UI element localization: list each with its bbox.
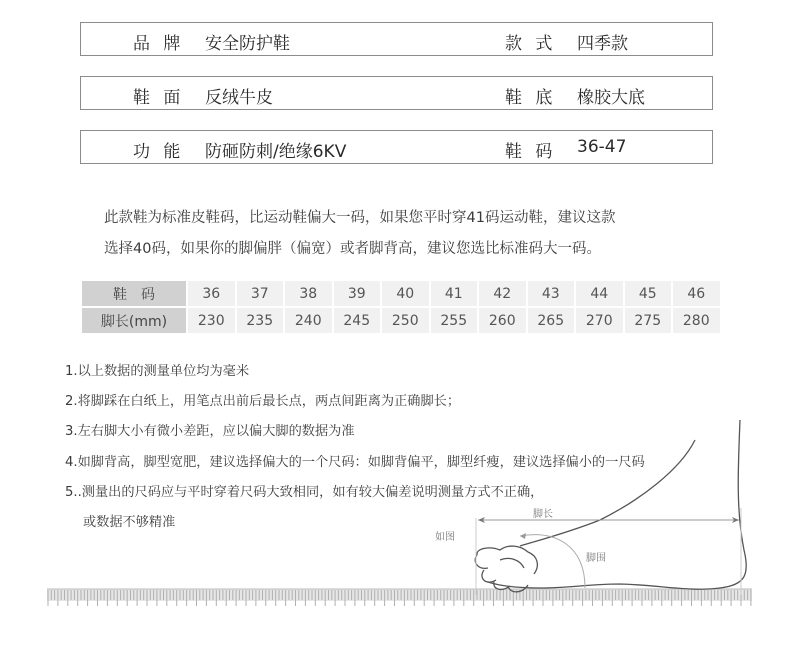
label-foot-length: 脚长 bbox=[533, 509, 553, 520]
length-cell: 270 bbox=[576, 308, 623, 333]
ruler bbox=[47, 589, 752, 606]
spec-value-sole: 橡胶大底 bbox=[577, 88, 645, 108]
size-cell: 38 bbox=[285, 281, 332, 306]
size-cell: 43 bbox=[528, 281, 575, 306]
size-note-line2: 选择40码，如果你的脚偏胖（偏宽）或者脚背高，建议您选比标准码大一码。 bbox=[104, 241, 601, 257]
spec-label-size: 鞋 码 bbox=[505, 142, 553, 162]
size-cell: 41 bbox=[431, 281, 478, 306]
length-cell: 250 bbox=[382, 308, 429, 333]
spec-value-style: 四季款 bbox=[577, 34, 628, 54]
tip-5: 5..测量出的尺码应与平时穿着尺码大致相同，如有较大偏差说明测量方式不正确， bbox=[65, 485, 544, 500]
size-cell: 37 bbox=[237, 281, 284, 306]
length-row-header: 脚长(mm) bbox=[82, 308, 186, 333]
length-cell: 265 bbox=[528, 308, 575, 333]
size-cell: 39 bbox=[334, 281, 381, 306]
tip-5-cont: 或数据不够精准 bbox=[83, 515, 176, 530]
tip-1: 1.以上数据的测量单位均为毫米 bbox=[65, 364, 250, 379]
size-cell: 36 bbox=[188, 281, 235, 306]
foot-outline-icon bbox=[475, 420, 746, 592]
size-cell: 46 bbox=[673, 281, 720, 306]
size-cell: 45 bbox=[625, 281, 672, 306]
spec-value-size: 36-47 bbox=[577, 137, 627, 157]
length-cell: 235 bbox=[237, 308, 284, 333]
spec-label-upper: 鞋 面 bbox=[133, 88, 181, 108]
tip-3: 3.左右脚大小有微小差距，应以偏大脚的数据为准 bbox=[65, 424, 355, 439]
length-cell: 255 bbox=[431, 308, 478, 333]
length-cell: 245 bbox=[334, 308, 381, 333]
length-cell: 260 bbox=[479, 308, 526, 333]
label-foot-girth: 脚围 bbox=[586, 553, 606, 564]
tip-2: 2.将脚踩在白纸上，用笔点出前后最长点，两点间距离为正确脚长； bbox=[65, 394, 461, 409]
tip-4: 4.如脚背高，脚型宽肥，建议选择偏大的一个尺码：如脚背偏平，脚型纤瘦，建议选择偏小的一尺码 bbox=[65, 455, 645, 470]
spec-label-sole: 鞋 底 bbox=[505, 88, 553, 108]
spec-label-function: 功 能 bbox=[133, 142, 181, 162]
spec-label-style: 款 式 bbox=[505, 34, 553, 54]
size-cell: 42 bbox=[479, 281, 526, 306]
size-row-header: 鞋 码 bbox=[82, 281, 186, 306]
spec-value-upper: 反绒牛皮 bbox=[205, 88, 273, 108]
size-cell: 44 bbox=[576, 281, 623, 306]
length-cell: 280 bbox=[673, 308, 720, 333]
length-cell: 275 bbox=[625, 308, 672, 333]
length-cell: 240 bbox=[285, 308, 332, 333]
size-cell: 40 bbox=[382, 281, 429, 306]
spec-label-brand: 品 牌 bbox=[133, 34, 181, 54]
size-note-line1: 此款鞋为标准皮鞋码，比运动鞋偏大一码，如果您平时穿41码运动鞋，建议这款 bbox=[104, 210, 616, 226]
length-cell: 230 bbox=[188, 308, 235, 333]
spec-value-brand: 安全防护鞋 bbox=[205, 34, 290, 54]
spec-value-function: 防砸防刺/绝缘6KV bbox=[205, 142, 347, 162]
label-example: 如图 bbox=[435, 532, 455, 543]
